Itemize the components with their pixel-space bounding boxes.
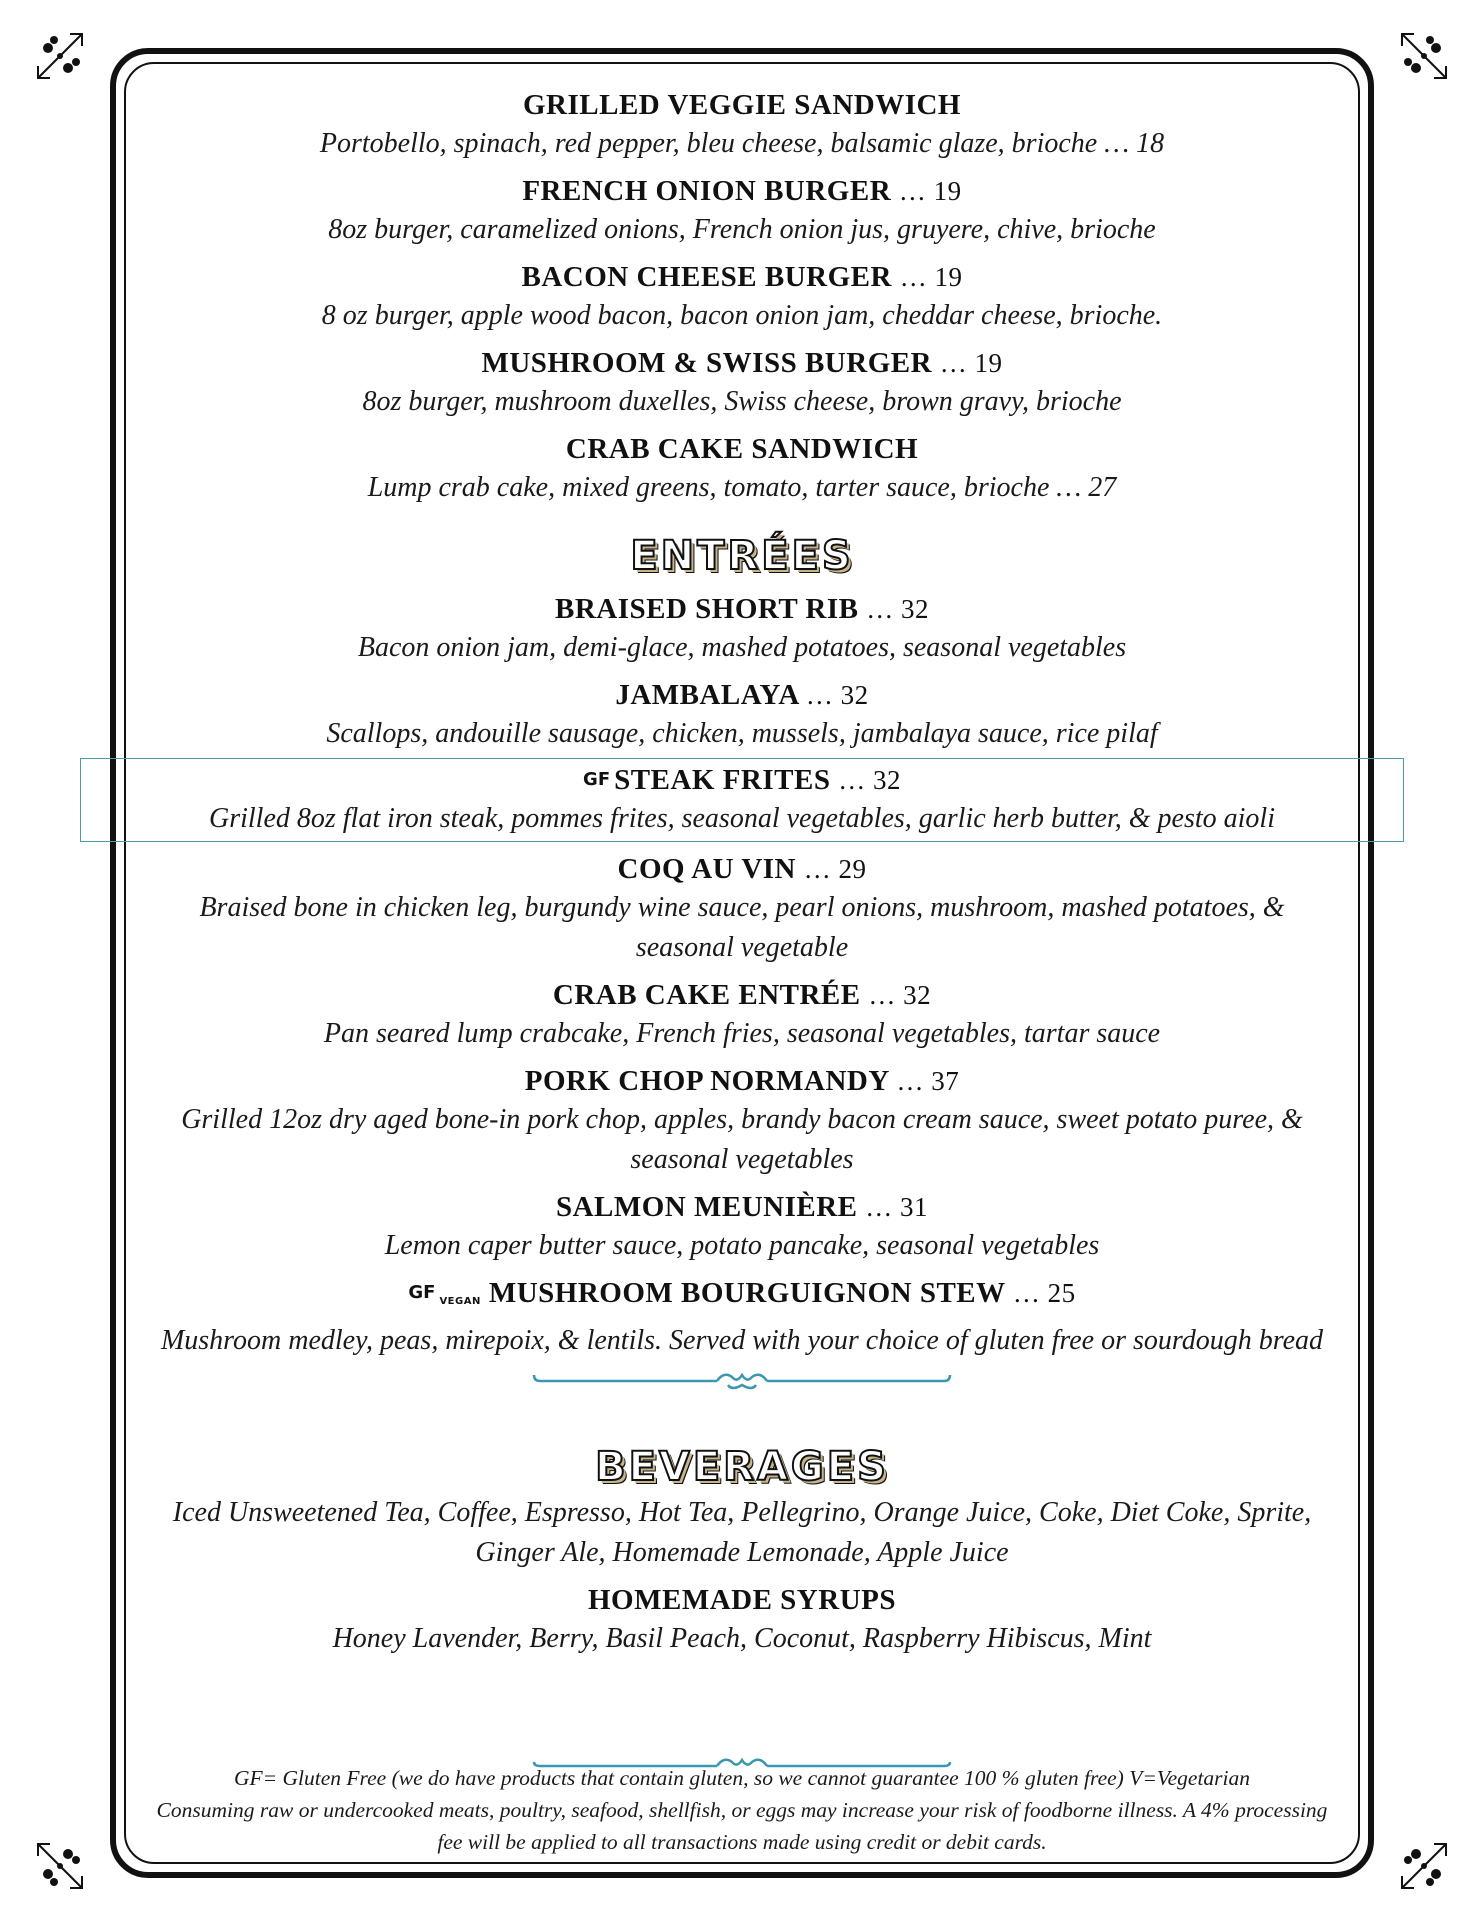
item-description: Pan seared lump crabcake, French fries, seasonal vegetables, tartar sauce bbox=[323, 1018, 1161, 1049]
item-description: Portobello, spinach, red pepper, bleu cheese, balsamic glaze, brioche … 18 bbox=[319, 128, 1165, 159]
menu-item bbox=[130, 430, 1354, 508]
gluten-free-note: GF= Gluten Free (we do have products that contain gluten, so we cannot guarantee 100 % gluten free) V=Vegetarian bbox=[233, 1766, 1251, 1790]
corner-flourish-icon bbox=[1394, 1836, 1454, 1896]
ornamental-divider-icon bbox=[532, 1363, 952, 1393]
item-description: Grilled 8oz flat iron steak, pommes frites, seasonal vegetables, garlic herb butter, & pesto aioli bbox=[209, 803, 1275, 834]
item-name: CRAB CAKE SANDWICH bbox=[565, 433, 919, 465]
item-description: Bacon onion jam, demi-glace, mashed potatoes, seasonal vegetables bbox=[357, 632, 1127, 663]
item-name: JAMBALAYA … 32 bbox=[615, 679, 869, 711]
item-name: BACON CHEESE BURGER … 19 bbox=[521, 261, 963, 293]
item-name: GF STEAK FRITES … 32 bbox=[583, 764, 901, 796]
item-name: CRAB CAKE ENTRÉE … 32 bbox=[552, 979, 932, 1011]
menu-item bbox=[130, 976, 1354, 1054]
section-title-entrees: ENTRÉES bbox=[630, 533, 854, 579]
item-name: COQ AU VIN … 29 bbox=[617, 853, 867, 885]
menu-item bbox=[130, 344, 1354, 422]
item-description: Grilled 12oz dry aged bone-in pork chop, apples, brandy bacon cream sauce, sweet potato puree, & seasonal vegetables bbox=[181, 1104, 1303, 1175]
vegan-badge: VEGAN bbox=[439, 1296, 481, 1307]
corner-flourish-icon bbox=[30, 1836, 90, 1896]
menu-item bbox=[130, 258, 1354, 336]
menu-item bbox=[130, 1274, 1354, 1361]
item-description: Mushroom medley, peas, mirepoix, & lentils. Served with your choice of gluten free or sourdough bread bbox=[160, 1325, 1324, 1356]
menu-item bbox=[130, 676, 1354, 754]
menu-item bbox=[130, 1188, 1354, 1266]
section-title-beverages: BEVERAGES bbox=[595, 1444, 889, 1490]
item-description: 8 oz burger, apple wood bacon, bacon onion jam, cheddar cheese, brioche. bbox=[321, 300, 1163, 331]
menu-item bbox=[130, 86, 1354, 164]
menu-item bbox=[130, 850, 1354, 968]
item-name: PORK CHOP NORMANDY … 37 bbox=[524, 1065, 960, 1097]
menu-item bbox=[130, 1062, 1354, 1180]
item-name: FRENCH ONION BURGER … 19 bbox=[522, 175, 962, 207]
syrups-title: HOMEMADE SYRUPS bbox=[588, 1584, 896, 1616]
item-name: MUSHROOM & SWISS BURGER … 19 bbox=[481, 347, 1003, 379]
item-description: Lemon caper butter sauce, potato pancake, seasonal vegetables bbox=[384, 1230, 1100, 1261]
item-description: Braised bone in chicken leg, burgundy wine sauce, pearl onions, mushroom, mashed potatoes, & seasonal vegetable bbox=[199, 892, 1285, 963]
gluten-free-badge: GF bbox=[408, 1282, 436, 1303]
item-name: GF VEGAN MUSHROOM BOURGUIGNON STEW … 25 bbox=[408, 1277, 1076, 1309]
corner-flourish-icon bbox=[30, 26, 90, 86]
item-description: 8oz burger, mushroom duxelles, Swiss cheese, brown gravy, brioche bbox=[362, 386, 1122, 417]
gluten-free-badge: GF bbox=[583, 769, 611, 790]
menu-item-highlighted bbox=[80, 758, 1404, 842]
syrups-list: Honey Lavender, Berry, Basil Peach, Coconut, Raspberry Hibiscus, Mint bbox=[332, 1623, 1152, 1654]
item-description: 8oz burger, caramelized onions, French onion jus, gruyere, chive, brioche bbox=[328, 214, 1156, 245]
item-name: BRAISED SHORT RIB … 32 bbox=[555, 593, 929, 625]
corner-flourish-icon bbox=[1394, 26, 1454, 86]
footer-notes bbox=[150, 1762, 1334, 1858]
item-name: SALMON MEUNIÈRE … 31 bbox=[555, 1191, 929, 1223]
menu-item bbox=[130, 172, 1354, 250]
item-description: Lump crab cake, mixed greens, tomato, tarter sauce, brioche … 27 bbox=[367, 472, 1117, 503]
item-description: Scallops, andouille sausage, chicken, mussels, jambalaya sauce, rice pilaf bbox=[326, 718, 1158, 749]
food-safety-note: Consuming raw or undercooked meats, poultry, seafood, shellfish, or eggs may increase your risk of foodborne illness. A 4% processing fee will be applied to all transactions made using credit or debit cards. bbox=[156, 1798, 1328, 1854]
item-name: GRILLED VEGGIE SANDWICH bbox=[522, 89, 961, 121]
menu-content bbox=[130, 78, 1354, 1659]
menu-item bbox=[130, 590, 1354, 668]
beverages-list: Iced Unsweetened Tea, Coffee, Espresso, Hot Tea, Pellegrino, Orange Juice, Coke, Diet Coke, Sprite, Ginger Ale, Homemade Lemonade, Apple Juice bbox=[172, 1497, 1312, 1568]
